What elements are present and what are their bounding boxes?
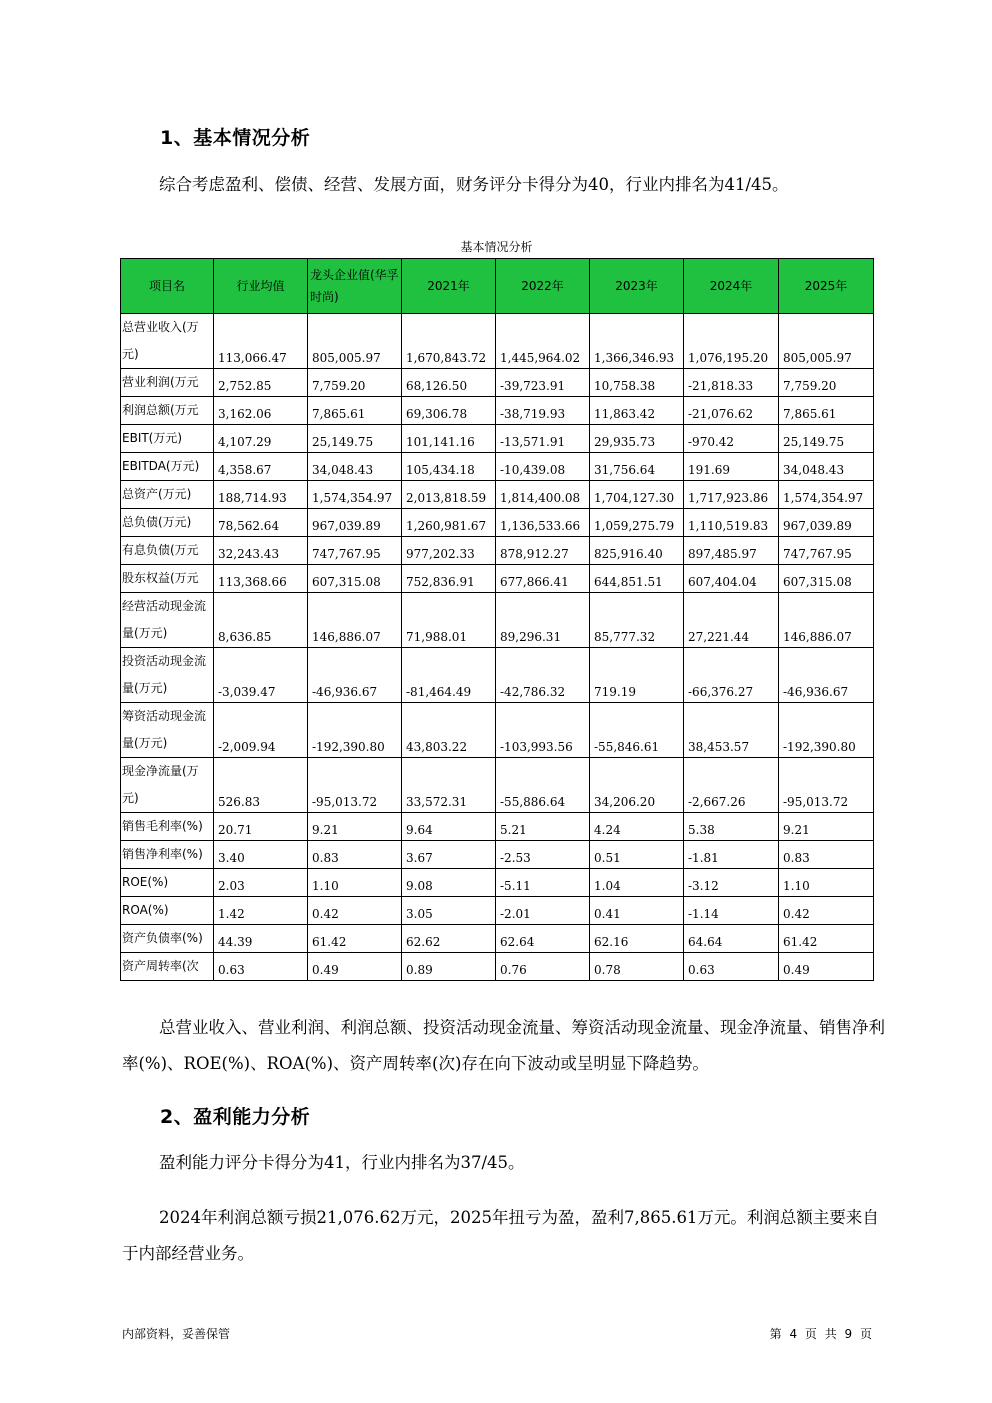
section2-para2-text: 2024年利润总额亏损21,076.62万元，2025年扭亏为盈，盈利7,865.61万元。利润总额主要来自于内部经营业务。 [122,1208,879,1263]
table-cell: 34,048.43 [779,453,874,481]
table-cell: 805,005.97 [779,314,874,369]
table-cell: 7,865.61 [308,397,402,425]
table-header-cell: 2021年 [402,259,496,314]
row-label: 股东权益(万元 [121,565,214,593]
table-cell: 1,814,400.08 [496,481,590,509]
table-row [121,813,874,841]
table-cell: 2,013,818.59 [402,481,496,509]
table-cell: 2,752.85 [214,369,308,397]
table-cell: 526.83 [214,758,308,813]
table-cell: 4,358.67 [214,453,308,481]
table-cell: 967,039.89 [308,509,402,537]
table-cell: 1.04 [590,869,684,897]
table-cell: -10,439.08 [496,453,590,481]
table-cell: 878,912.27 [496,537,590,565]
table-cell: 61.42 [779,925,874,953]
table-cell: -1.14 [684,897,779,925]
section2-heading: 2、盈利能力分析 [160,1106,311,1128]
table-cell: 1,704,127.30 [590,481,684,509]
table-row [121,397,874,425]
table-cell: 61.42 [308,925,402,953]
table-cell: 5.21 [496,813,590,841]
table-row [121,953,874,981]
table-row [121,537,874,565]
table-cell: 644,851.51 [590,565,684,593]
table-row [121,481,874,509]
footer-left: 内部资料，妥善保管 [122,1327,231,1341]
table-cell: -3,039.47 [214,648,308,703]
section1-summary-text: 总营业收入、营业利润、利润总额、投资活动现金流量、筹资活动现金流量、现金净流量、销售净利率(%)、ROE(%)、ROA(%)、资产周转率(次)存在向下波动或呈明显下降趋势。 [122,1018,885,1073]
table-cell: -2,667.26 [684,758,779,813]
table-cell: 897,485.97 [684,537,779,565]
table-cell: 68,126.50 [402,369,496,397]
table-cell: 101,141.16 [402,425,496,453]
table-cell: 146,886.07 [779,593,874,648]
table-cell: 3.40 [214,841,308,869]
row-label: 经营活动现金流量(万元) [121,593,214,648]
table-cell: 191.69 [684,453,779,481]
table-cell: -103,993.56 [496,703,590,758]
table-cell: 2.03 [214,869,308,897]
table-cell: 62.62 [402,925,496,953]
table-cell: 0.42 [308,897,402,925]
table-cell: -46,936.67 [308,648,402,703]
table-cell: 1,110,519.83 [684,509,779,537]
table-cell: 977,202.33 [402,537,496,565]
row-label: 营业利润(万元 [121,369,214,397]
table-cell: 1,445,964.02 [496,314,590,369]
table-cell: 805,005.97 [308,314,402,369]
section1-summary [122,1010,892,1082]
section2-para1 [122,1145,892,1181]
table-cell: 34,206.20 [590,758,684,813]
table-cell: 69,306.78 [402,397,496,425]
row-label: 总营业收入(万元) [121,314,214,369]
table-cell: 146,886.07 [308,593,402,648]
table-cell: 105,434.18 [402,453,496,481]
table-cell: -21,818.33 [684,369,779,397]
table-cell: 1,670,843.72 [402,314,496,369]
table-cell: 3.67 [402,841,496,869]
table-cell: 747,767.95 [779,537,874,565]
table-cell: -2,009.94 [214,703,308,758]
table-cell: -1.81 [684,841,779,869]
table-cell: 0.49 [308,953,402,981]
table-cell: 9.64 [402,813,496,841]
table-cell: 607,315.08 [308,565,402,593]
table-caption: 基本情况分析 [460,240,533,254]
table-cell: 32,243.43 [214,537,308,565]
table-cell: 1,574,354.97 [308,481,402,509]
row-label: 现金净流量(万元) [121,758,214,813]
footer-page-number: 第 4 页 共 9 页 [769,1327,872,1341]
table-cell: 62.16 [590,925,684,953]
table-row [121,648,874,703]
table-cell: 5.38 [684,813,779,841]
table-cell: 0.63 [684,953,779,981]
section1-intro [122,167,892,203]
table-cell: 27,221.44 [684,593,779,648]
table-cell: 1,076,195.20 [684,314,779,369]
table-cell: -39,723.91 [496,369,590,397]
table-cell: 0.49 [779,953,874,981]
table-cell: 85,777.32 [590,593,684,648]
table-header-cell: 行业均值 [214,259,308,314]
table-row [121,869,874,897]
table-cell: 1,260,981.67 [402,509,496,537]
table-cell: 825,916.40 [590,537,684,565]
table-cell: 1,136,533.66 [496,509,590,537]
section2-para2 [122,1200,892,1272]
row-label: 销售净利率(%) [121,841,214,869]
table-cell: 0.76 [496,953,590,981]
table-row [121,703,874,758]
table-cell: 677,866.41 [496,565,590,593]
table-cell: -95,013.72 [308,758,402,813]
table-row [121,593,874,648]
table-row [121,925,874,953]
table-row [121,841,874,869]
table-header-cell: 2024年 [684,259,779,314]
table-cell: 38,453.57 [684,703,779,758]
table-cell: 29,935.73 [590,425,684,453]
table-cell: -3.12 [684,869,779,897]
table-cell: 34,048.43 [308,453,402,481]
table-cell: 0.83 [308,841,402,869]
table-cell: -55,886.64 [496,758,590,813]
table-cell: 44.39 [214,925,308,953]
table-cell: -81,464.49 [402,648,496,703]
table-header-cell: 龙头企业值(华孚时尚) [308,259,402,314]
section1-heading: 1、基本情况分析 [160,127,311,149]
table-cell: 78,562.64 [214,509,308,537]
row-label: 总负债(万元) [121,509,214,537]
table-cell: 1,574,354.97 [779,481,874,509]
table-cell: 1.10 [308,869,402,897]
table-cell: 1,366,346.93 [590,314,684,369]
table-cell: 4,107.29 [214,425,308,453]
row-label: ROA(%) [121,897,214,925]
table-cell: 1,717,923.86 [684,481,779,509]
table-cell: 7,759.20 [308,369,402,397]
table-cell: 0.83 [779,841,874,869]
basic-analysis-table [120,258,874,981]
table-cell: 3,162.06 [214,397,308,425]
table-cell: -95,013.72 [779,758,874,813]
row-label: EBIT(万元) [121,425,214,453]
table-cell: 11,863.42 [590,397,684,425]
table-row [121,897,874,925]
table-cell: 0.42 [779,897,874,925]
row-label: EBITDA(万元) [121,453,214,481]
table-row [121,758,874,813]
table-cell: 1.10 [779,869,874,897]
table-header-row [121,259,874,314]
table-cell: 0.78 [590,953,684,981]
table-cell: -192,390.80 [308,703,402,758]
table-cell: 3.05 [402,897,496,925]
row-label: 资产周转率(次 [121,953,214,981]
table-cell: 967,039.89 [779,509,874,537]
table-header-cell: 2025年 [779,259,874,314]
table-header-cell: 2022年 [496,259,590,314]
table-cell: -38,719.93 [496,397,590,425]
table-cell: 8,636.85 [214,593,308,648]
table-cell: -2.01 [496,897,590,925]
table-cell: 113,066.47 [214,314,308,369]
table-cell: 71,988.01 [402,593,496,648]
table-cell: 0.63 [214,953,308,981]
table-cell: 7,865.61 [779,397,874,425]
table-cell: -46,936.67 [779,648,874,703]
table-cell: -66,376.27 [684,648,779,703]
table-cell: 33,572.31 [402,758,496,813]
table-cell: 89,296.31 [496,593,590,648]
table-cell: 25,149.75 [308,425,402,453]
table-cell: 0.89 [402,953,496,981]
row-label: 资产负债率(%) [121,925,214,953]
table-cell: 31,756.64 [590,453,684,481]
table-row [121,509,874,537]
table-cell: -55,846.61 [590,703,684,758]
table-cell: -970.42 [684,425,779,453]
table-row [121,369,874,397]
table-cell: 9.08 [402,869,496,897]
table-header-cell: 项目名 [121,259,214,314]
row-label: 投资活动现金流量(万元) [121,648,214,703]
row-label: 利润总额(万元 [121,397,214,425]
table-cell: 10,758.38 [590,369,684,397]
table-cell: -13,571.91 [496,425,590,453]
table-cell: 62.64 [496,925,590,953]
table-header-cell: 2023年 [590,259,684,314]
table-cell: 7,759.20 [779,369,874,397]
row-label: 有息负债(万元 [121,537,214,565]
table-cell: 607,315.08 [779,565,874,593]
section2-para1-text: 盈利能力评分卡得分为41，行业内排名为37/45。 [159,1153,525,1172]
table-cell: 188,714.93 [214,481,308,509]
table-cell: 719.19 [590,648,684,703]
table-cell: -192,390.80 [779,703,874,758]
table-cell: -2.53 [496,841,590,869]
table-cell: -21,076.62 [684,397,779,425]
table-cell: 64.64 [684,925,779,953]
table-row [121,425,874,453]
table-cell: 113,368.66 [214,565,308,593]
table-cell: 0.51 [590,841,684,869]
table-cell: 4.24 [590,813,684,841]
table-cell: -5.11 [496,869,590,897]
row-label: 筹资活动现金流量(万元) [121,703,214,758]
table-cell: 9.21 [779,813,874,841]
table-row [121,314,874,369]
row-label: 销售毛利率(%) [121,813,214,841]
row-label: 总资产(万元) [121,481,214,509]
table-cell: 9.21 [308,813,402,841]
table-cell: 43,803.22 [402,703,496,758]
table-row [121,453,874,481]
table-cell: 752,836.91 [402,565,496,593]
table-cell: 25,149.75 [779,425,874,453]
table-cell: 607,404.04 [684,565,779,593]
table-row [121,565,874,593]
table-cell: 1,059,275.79 [590,509,684,537]
section1-intro-text: 综合考虑盈利、偿债、经营、发展方面，财务评分卡得分为40，行业内排名为41/45。 [159,175,789,194]
table-cell: 0.41 [590,897,684,925]
table-cell: -42,786.32 [496,648,590,703]
table-cell: 1.42 [214,897,308,925]
table-cell: 20.71 [214,813,308,841]
table-cell: 747,767.95 [308,537,402,565]
row-label: ROE(%) [121,869,214,897]
